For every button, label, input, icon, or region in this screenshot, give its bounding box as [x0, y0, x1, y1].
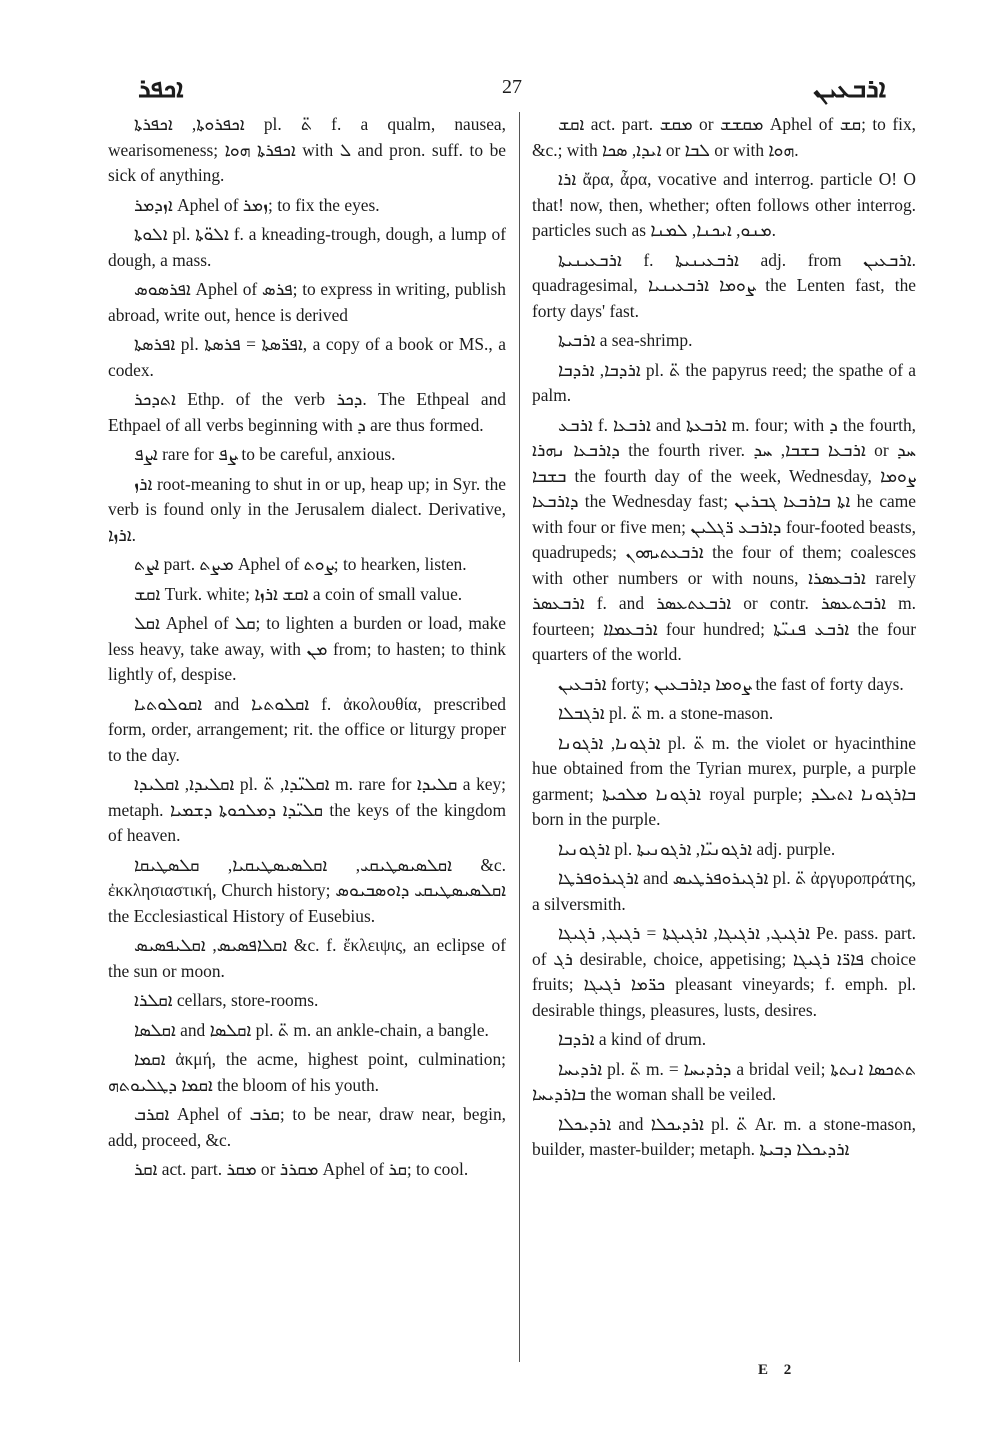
dictionary-entry: ܐܪܙ root-meaning to shut in or up, heap up; in Syr. the verb is found only in the Jerusalem dialect. Derivative, ܐܪܙܐ. [108, 473, 506, 545]
dictionary-entry: ܐܦܪܣܬܐ pl. ܐܦܪ̈ܣܬܐ = ܦܪܣܬܐ, a copy of a book or MS., a codex. [108, 334, 506, 380]
dictionary-entry: ܐܩܠܪܐ cellars, store-rooms. [134, 990, 319, 1010]
dictionary-entry: ܐܩܪܒ Aphel of ܩܪܒ; to be near, draw near, begin, add, proceed, &c. [108, 1104, 506, 1150]
signature-mark: E 2 [758, 1362, 798, 1378]
dictionary-entry: ܐܪܕܒܐ, ܐܪܕܒܐ pl. ܬ̈ the papyrus reed; the spathe of a palm. [532, 359, 916, 405]
dictionary-entry: ܐܟܦܪܘܬܐ, ܐܟܦܪܬܐ pl. ܬ̈ f. a qualm, nausea, wearisomeness; ܐܟܦܪܬܐ ܗܘܐ with ܠ and pron. suff. to be sick of anything. [108, 114, 506, 185]
left-running-heading: ܐܟܦܪ [138, 74, 184, 103]
left-column [108, 112, 506, 1372]
right-column [532, 112, 916, 1372]
column-divider [519, 112, 520, 1362]
dictionary-entry: ܐܪܓܘܢܝܐ pl. ܐܪܓܘܢܝ̈ܐ, ܐܪܓܘܢܝܬܐ adj. purple. [558, 838, 836, 859]
dictionary-entry: ܐܪܒܥ f. ܐܪܒܥܐ and ܐܪܒܥܬܐ m. four; with ܕ the fourth, ܕܐܪܒܥܐ ܢܗܪܐ the fourth river. ܐܪܒܥܐ ܒܫܒܐ, ܚܕ or ܚܕ ܒܫܒܐ the fourth day of the week, Wednesday, ܨܘܡܐ ܕܐܪܒܥܐ the Wednesday fast; ܐܬܐ ܒܐܪܒܥܐ ܓܒܪܝܢ he came with four or five men; ܕܐܪܒܥ ܪ̈ܓܠܝܢ four-footed beasts, quadrupeds; ܐܪܒܥܬܝܗܘܢ the four of them; coalesces with other numbers or with nouns, ܐܪܒܥܣܪܐ rarely ܐܪܒܥܣܪ f. and ܐܪܒܥܬܥܣܪ or contr. ܐܪܒܬܥܣܪ m. fourteen; ܐܪܒܥܡܐܐ four hundred; ܐܪܒܥ ܦܢܝ̈ܬܐ the four quarters of the world. [532, 414, 916, 664]
dictionary-entry: ܐܠܘܬܐ pl. ܐܠܘ̈ܬܐ f. a kneading-trough, dough, a lump of dough, a mass. [108, 224, 506, 270]
dictionary-entry: ܐܪܐ ἄρα, ἆρα, vocative and interrog. particle O! O that! now, then, whether; often follows other interrog. particles such as ܡܢܘ, ܐܝܟܢܐ, ܠܡܢܐ. [532, 169, 916, 240]
right-running-heading: ܐܪܒܥܝܢ [813, 74, 886, 103]
dictionary-entry: ܐܩܫ act. part. ܡܩܫ or ܡܩܫܫ Aphel of ܩܫ; to fix, &c.; with ܐܝܕܐ, ܣܟܐ or ܠܒܐ or with ܗܘܐ. [532, 114, 916, 160]
dictionary-entry: ܐܩܠܝܕܐ, ܐܩܠܝܕܐ pl. ܐܩܠܝ̈ܕܐ, ܬ̈ m. rare for ܩܠܝܕܐ a key; metaph. ܩܠܝ̈ܕܐ ܕܡܠܟܘܬܐ ܕܫܡܝܐ the keys of the kingdom of heaven. [108, 774, 506, 845]
dictionary-entry: ܐܨܦ rare for ܨܦ to be careful, anxious. [134, 444, 396, 464]
dictionary-entry: ܐܩܠܣܝܣܛܝܩܝ, ܐܩܠܣܝܣܛܝܩܝܐ, ܩܠܣܛܝܩܐ &c. ἐκκλησιαστική, Church history; ܐܩܠܣܝܣܛܝܩܝ ܕܐܘܣܒܝܘܣ the Ecclesiastical History of Eusebius. [108, 854, 506, 926]
dictionary-entry: ܐܩܠܐܦܣܝܣ, ܐܩܠܝܦܣܝܣ &c. f. ἔκλειψις, an eclipse of the sun or moon. [108, 935, 506, 981]
dictionary-entry: ܐܪܓܒܠܐ pl. ܬ̈ m. a stone-mason. [558, 703, 774, 723]
dictionary-entry: ܐܪܓܘܢܐ, ܐܪܓܘܢܐ pl. ܬ̈ m. the violet or hyacinthine hue obtained from the Tyrian murex, purple, a purple garment; ܐܪܓܘܢܐ ܡܠܟܝܬܐ royal purple; ܒܐܪܓܘܢܐ ܐܬܝܠܕ born in the purple. [532, 732, 916, 829]
dictionary-entry: ܐܩܫ Turk. white; ܐܩܫ ܐܪܙܐ a coin of small value. [134, 583, 463, 604]
dictionary-entry: ܐܬܕܟܪ Ethp. of the verb ܕܟܪ. The Ethpeal and Ethpael of all verbs beginning with ܕ are thus formed. [108, 389, 506, 435]
dictionary-entry: ܐܪܕܒܐ a kind of drum. [558, 1029, 707, 1049]
dictionary-entry: ܐܪܒܥܝܢܝܬܐ f. ܐܪܒܥܝܢܝܬܐ adj. from ܐܪܒܥܝܢ. quadragesimal, ܨܘܡܐ ܐܪܒܥܝܢܝܐ the Lenten fast, the forty days' fast. [532, 249, 916, 321]
dictionary-entry: ܐܩܪ act. part. ܡܩܪ or ܡܩܪܪ Aphel of ܩܪ; to cool. [134, 1159, 469, 1179]
dictionary-entry: ܐܨܬ part. ܡܨܬ Aphel of ܨܘܬ; to hearken, listen. [134, 554, 467, 574]
dictionary-entry: ܐܙܕܡܪ Aphel of ܙܡܪ; to fix the eyes. [134, 194, 380, 215]
page-header [108, 72, 916, 106]
dictionary-entry: ܐܪܕܝܟܠܐ and ܐܪܕܝܟܠܐ pl. ܬ̈ Ar. m. a stone-mason, builder, master-builder; metaph. ܐܪܕܝܟܠܐ ܕܒܝܬܐ [532, 1113, 916, 1159]
page-number: 27 [502, 76, 522, 98]
dictionary-entry: ܐܩܠ Aphel of ܩܠ; to lighten a burden or load, make less heavy, take away, with ܡܢ from; to hasten; to think lightly of, despise. [108, 613, 506, 684]
dictionary-entry: ܐܩܘܠܘܬܝܐ and ܐܩܠܘܬܝܐ f. ἀκολουθία, prescribed form, order, arrangement; rit. the office or liturgy proper to the day. [108, 693, 506, 765]
dictionary-entry: ܐܪܒܥܝܢ forty; ܨܘܡܐ ܕܐܪܒܥܝܢ the fast of forty days. [558, 673, 904, 694]
dictionary-entry: ܐܩܠܣܐ and ܐܩܠܣܐ pl. ܬ̈ m. an ankle-chain, a bangle. [134, 1019, 489, 1040]
dictionary-entry: ܐܪܒܝܬܐ a sea-shrimp. [558, 330, 693, 350]
dictionary-entry: ܐܩܡܐ ἀκμή, the acme, highest point, culmination; ܐܩܡܐ ܕܛܠܝܘܬܗ the bloom of his youth. [108, 1049, 506, 1095]
dictionary-entry: ܐܪܕܝܚܐ pl. ܬ̈ m. = ܕܪܕܝܚܐ a bridal veil; ܬܬܟܣܐ ܐܢܬܬܐ ܒܐܪܕܝܚܐ the woman shall be veiled. [532, 1058, 916, 1104]
dictionary-entry: ܐܪܓܝܪܘܦܪܛܐ and ܐܪܓܝܪܘܦܪܛܝܣ pl. ܬ̈ ἀργυροπράτης, a silversmith. [532, 868, 916, 914]
dictionary-entry: ܐܪܓܝܓ, ܐܪܓܝܓܐ, ܐܪܓܝܓܬܐ = ܪܓܝܓ, ܪܓܝܓܐ Pe. pass. part. of ܪܓ desirable, choice, appetising; ܦܐܪ̈ܐ ܪܓܝܓܐ choice fruits; ܟܪ̈ܡܐ ܪܓܝܓܐ pleasant vineyards; f. emph. pl. desirable things, pleasures, lusts, desires. [532, 923, 916, 1020]
dictionary-entry: ܐܦܪܣܘܣ Aphel of ܦܪܣ; to express in writing, publish abroad, write out, hence is derived [108, 279, 506, 325]
